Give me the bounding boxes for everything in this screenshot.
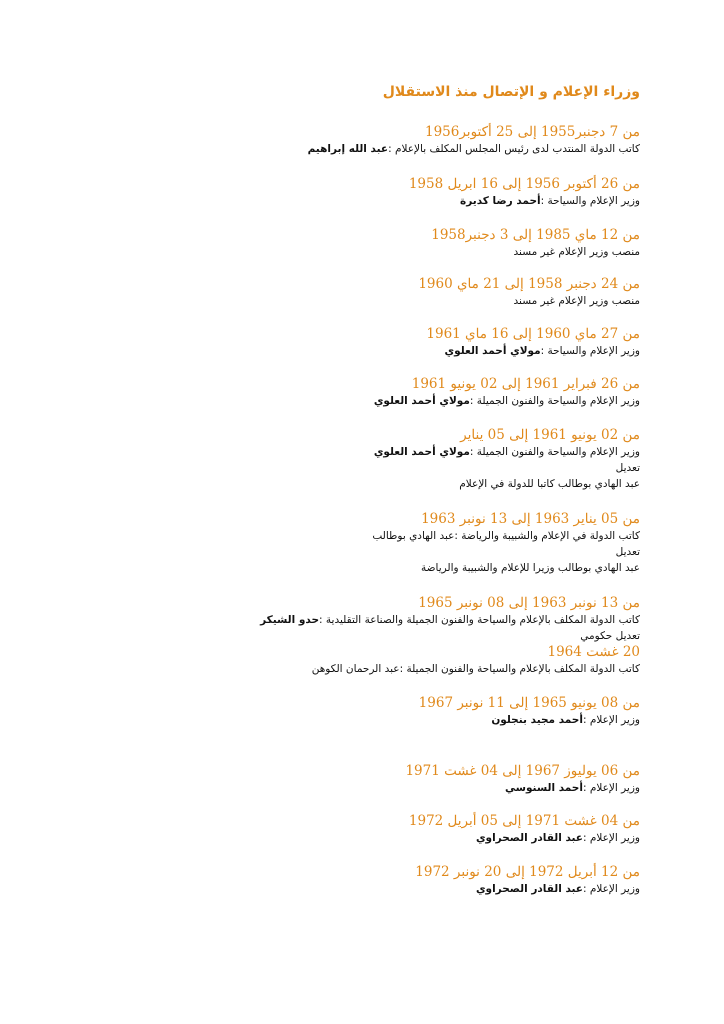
entry-role: وزير الإعلام والسياحة : — [540, 195, 640, 207]
entry-role: كاتب الدولة المكلف بالإعلام والسياحة والفنون الجميلة والصناعة التقليدية : — [319, 614, 640, 626]
page-title: وزراء الإعلام و الإتصال منذ الاستقلال — [382, 84, 640, 100]
entry-role-line — [40, 141, 640, 157]
entry-date: من 26 فبراير 1961 إلى 02 يونيو 1961 — [411, 376, 640, 392]
entry-role: وزير الإعلام والسياحة والفنون الجميلة : — [469, 395, 640, 407]
entry-role-line — [40, 830, 640, 846]
minister-entry — [40, 176, 640, 209]
entry-role: وزير الإعلام : — [582, 832, 640, 844]
entry-extra: عبد الهادي بوطالب وزيرا للإعلام والشبيبة والرياضة — [420, 562, 640, 574]
minister-entry — [40, 427, 640, 492]
entry-minister-name: حدو الشيكر — [260, 614, 320, 626]
entry-minister-name: مولاي أحمد العلوي — [444, 345, 541, 357]
entry-date: من 04 غشت 1971 إلى 05 أبريل 1972 — [408, 813, 640, 829]
entry-minister-name: عبد الله إبراهيم — [307, 143, 389, 155]
entry-role: وزير الإعلام : — [582, 782, 640, 794]
entry-role-line — [40, 881, 640, 897]
entry-role-line — [40, 343, 640, 359]
entry-role-line — [40, 393, 640, 409]
entry-date: من 06 يوليوز 1967 إلى 04 غشت 1971 — [405, 763, 640, 779]
minister-entry — [40, 276, 640, 309]
entry-minister-name: عبد الهادي بوطالب — [372, 530, 455, 542]
entry-minister-name: أحمد رضا كديرة — [460, 195, 541, 207]
entry-role: كاتب الدولة المنتدب لدى رئيس المجلس المكلف بالإعلام : — [388, 143, 640, 155]
entry-minister-name: أحمد السنوسي — [505, 782, 583, 794]
entry-note: تعديل — [615, 546, 640, 558]
entry-minister-name: أحمد مجيد بنجلون — [491, 714, 583, 726]
entry-date: من 13 نونبر 1963 إلى 08 نونبر 1965 — [418, 595, 640, 611]
entry-role-line — [40, 528, 640, 544]
minister-entry — [40, 376, 640, 409]
entry-role: منصب وزير الإعلام غير مسند — [513, 295, 640, 307]
entry-note: تعديل حكومي — [580, 630, 640, 642]
entry-role-line — [40, 444, 640, 460]
entry-role: كاتب الدولة في الإعلام والشبيبة والرياضة : — [454, 530, 640, 542]
minister-entry — [40, 864, 640, 897]
entry-minister-name: مولاي أحمد العلوي — [373, 446, 470, 458]
minister-entry — [40, 124, 640, 157]
entry-role-line — [40, 712, 640, 728]
entry-extra-line — [40, 661, 640, 677]
minister-entry — [40, 511, 640, 576]
minister-entry — [40, 763, 640, 796]
entry-role-line — [40, 193, 640, 209]
entry-minister-name: مولاي أحمد العلوي — [373, 395, 470, 407]
entry-extra: كاتب الدولة المكلف بالإعلام والسياحة والفنون الجميلة : — [399, 663, 640, 675]
entry-date: من 24 دجنبر 1958 إلى 21 ماي 1960 — [418, 276, 640, 292]
entry-minister-name: عبد القادر الصحراوي — [475, 883, 583, 895]
entry-note: تعديل — [615, 462, 640, 474]
entry-role: وزير الإعلام والسياحة : — [540, 345, 640, 357]
minister-entry — [40, 695, 640, 728]
minister-entry — [40, 227, 640, 260]
entry-minister-name: عبد القادر الصحراوي — [475, 832, 583, 844]
entry-date: من 05 يناير 1963 إلى 13 نونبر 1963 — [421, 511, 640, 527]
entry-role: وزير الإعلام : — [582, 714, 640, 726]
entry-role: وزير الإعلام : — [582, 883, 640, 895]
entry-role-line — [40, 612, 640, 628]
entry-role-line — [40, 293, 640, 309]
entry-date: من 12 ماي 1985 إلى 3 دجنبر1958 — [431, 227, 640, 243]
entry-date: من 08 يونيو 1965 إلى 11 نونبر 1967 — [418, 695, 640, 711]
entry-note-date: 20 غشت 1964 — [547, 644, 640, 660]
entry-date: من 7 دجنبر1955 إلى 25 أكتوبر1956 — [425, 124, 640, 140]
entry-extra-name: عبد الرحمان الكوهن — [311, 663, 400, 675]
entry-date: من 27 ماي 1960 إلى 16 ماي 1961 — [426, 326, 640, 342]
entry-role-line — [40, 244, 640, 260]
minister-entry — [40, 595, 640, 677]
entry-date: من 02 يونيو 1961 إلى 05 يناير — [460, 427, 640, 443]
entry-role-line — [40, 780, 640, 796]
entry-role: وزير الإعلام والسياحة والفنون الجميلة : — [469, 446, 640, 458]
entry-date: من 12 أبريل 1972 إلى 20 نونبر 1972 — [415, 864, 640, 880]
entry-role: منصب وزير الإعلام غير مسند — [513, 246, 640, 258]
entry-extra: عبد الهادي بوطالب كاتبا للدولة في الإعلام — [459, 478, 640, 490]
minister-entry — [40, 813, 640, 846]
entry-date: من 26 أكتوبر 1956 إلى 16 ابريل 1958 — [408, 176, 640, 192]
minister-entry — [40, 326, 640, 359]
